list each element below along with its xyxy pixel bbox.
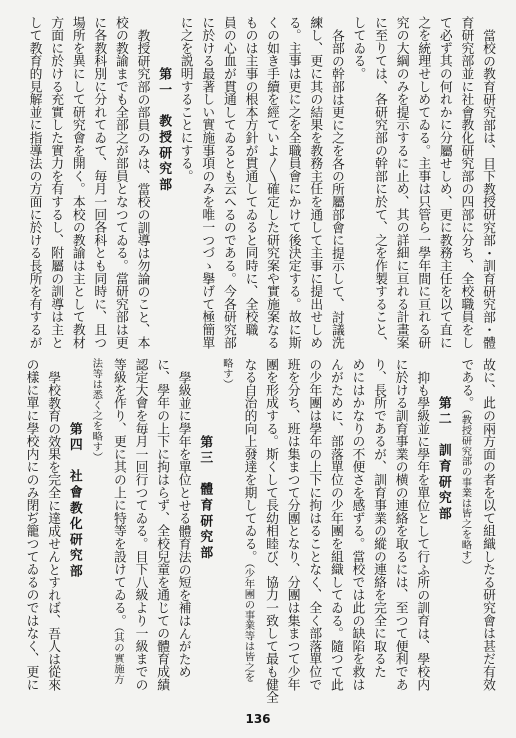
text-column: 究の大綱のみを提示するに止め、其の詳細に亘れる計畫案 (393, 16, 409, 349)
text-column: 各部の幹部は更に之を各の所屬部會に提示して、討議洗 (328, 28, 344, 349)
text-column: 之を統理せしめてゐる。主事は只管ら一學年間に亘れる研 (415, 16, 431, 349)
text-column: の樣に單に學校内にのみ閉ぢ籠つてゐるのではなく、更に (23, 358, 39, 691)
text-column: めにはかなりの不便さを感ずる。當校では此の缺陷を救は (349, 358, 365, 691)
text-column: る。主事は更に之を全職員會にかけて後決定する。故に斯 (285, 16, 301, 349)
text-column (106, 358, 129, 698)
aside-note: 法等は悉く之を略す） (90, 358, 103, 462)
text-column: に、學年の上下に拘はらず、全校兒童を通じての體育成績 (154, 358, 170, 691)
text-column: に至りては、各研究部の幹部に於て、之を作製すること、 (372, 16, 388, 349)
text-column: に於ける訓育事業の横の連絡を取るには、至つて便利であ (392, 358, 408, 691)
text-column: くの如き手續を經ていよ〳〵確定した研究案や實施案なる (264, 16, 280, 349)
section-heading: 第二 訓育研究部 (435, 396, 451, 523)
text-column: 練し、更に其の結果を教務主任を通して主事に提出せしめ (307, 16, 323, 349)
text-column: 教授研究部の部員のみは、當校の訓導は勿論のこと、本 (134, 28, 150, 349)
section-heading: 第一 教授研究部 (156, 67, 172, 194)
text-column: 故に、此の兩方面の者を以て組織したる研究會は甚だ有效 (480, 358, 495, 691)
text-column: ものは主事の根本方針が貫通してゐると同時に、全校職 (242, 16, 258, 336)
aside-note: （少年團の事業等は皆之を (242, 562, 255, 683)
text-column: 校の教諭までも全部之が部員となつてゐる。當研究部は更 (112, 16, 128, 349)
text-column: 場所を異にして研究會を開く。本校の教諭は主として教材 (69, 16, 85, 349)
text-column: んがために、部落單位の少年團を組織してゐる。隨つて此 (327, 358, 343, 691)
aside-note: （教授研究部の事業は皆之を略す） (459, 409, 472, 571)
text-column: 當校の教育研究部は、目下教授研究部・訓育研究部・體 (480, 28, 495, 349)
text-column: 班を分ち、班は集まつて分團となり、分團は集まつて少年 (284, 358, 300, 691)
section-heading: 第四 社會教化研究部 (66, 422, 82, 580)
text-column: 方面に於ける充實した實力を有するし、附屬の訓導は主と (48, 16, 64, 349)
text-column: 團を形成する。斯くして長幼相睦び、協力一致して最も健全 (263, 358, 279, 704)
text-column: の少年團は學年の上下に拘はることなく、全く部落單位で (306, 358, 322, 691)
text-column: 員の心血が貫通してゐるとも云へるのである。今各研究部 (220, 16, 236, 349)
text-segment: 等級を作り、更に其の上に特等を設けてゐる。 (110, 358, 126, 627)
text-segment: なる自治的向上發達を期してゐる。 (241, 358, 257, 563)
text-column (237, 358, 260, 698)
aside-note: 略す） (220, 358, 233, 390)
text-column: 學級並に學年を單位とせる體育法の短を補はんがため (175, 370, 191, 678)
text-column: に於ける最著しい實施事項のみを唯一つづゝ擧げて極簡單 (199, 16, 215, 349)
upper-text-block (23, 16, 498, 356)
text-column: に各教科別に分れてゐて、毎月一回各科とも同時に、且つ (91, 16, 107, 349)
text-column: に之を説明することにする。 (177, 16, 193, 183)
text-segment: である。 (458, 358, 474, 410)
text-column: して教育的見解並に指導法の方面に於ける長所を有するが (26, 16, 42, 349)
text-column: してゐる。 (350, 16, 366, 80)
text-column: 育研究部並に社會教化研究部の四部に分ち、全校職員をし (458, 16, 474, 349)
lower-text-block (20, 358, 498, 704)
text-column: て必ず其の何れかに分屬せしめ、更に教務主任を以て直に (436, 16, 452, 349)
page-number: 136 (245, 712, 271, 726)
text-column: り、長所であるが、訓育事業の縱の連絡を完全に取るた (371, 358, 387, 678)
text-column: 抑も學級並に學年を單位として行ふ所の訓育は、學校内 (414, 370, 430, 691)
text-column: 認定大會を毎月一回行つてゐる。目下八級より一級までの (132, 358, 148, 691)
text-column: 學校教育の效果を完全に達成せんとすれば、吾人は從來 (45, 370, 61, 691)
section-heading: 第三 體育研究部 (197, 434, 213, 562)
text-column (454, 358, 477, 698)
aside-note: （其の實施方 (111, 626, 124, 685)
